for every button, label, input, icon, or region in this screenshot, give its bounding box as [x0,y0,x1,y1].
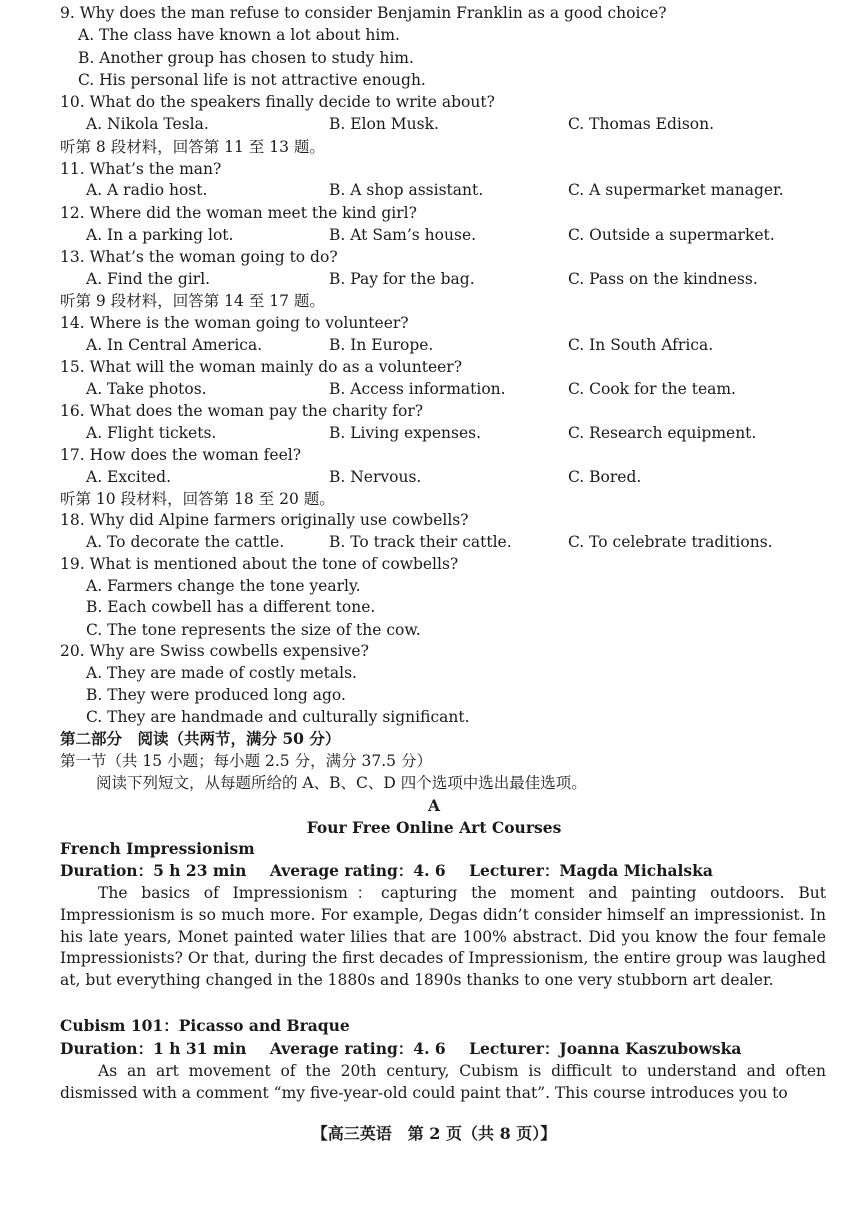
question-17-stem: 17. How does the woman feel? [60,446,302,464]
question-19-option-c: C. The tone represents the size of the cow. [86,621,421,639]
question-11-option-c: C. A supermarket manager. [568,181,784,199]
question-13-stem: 13. What’s the woman going to do? [60,248,338,266]
question-14-option-c: C. In South Africa. [568,336,714,354]
question-19-option-b: B. Each cowbell has a different tone. [86,598,376,616]
question-13-option-b: B. Pay for the bag. [329,270,475,288]
question-9-stem: 9. Why does the man refuse to consider Benjamin Franklin as a good choice? [60,4,667,22]
question-10-option-a: A. Nikola Tesla. [86,115,209,133]
question-17-option-c: C. Bored. [568,468,642,486]
question-15-option-a: A. Take photos. [86,380,207,398]
question-16-option-c: C. Research equipment. [568,424,757,442]
question-12-option-b: B. At Sam’s house. [329,226,477,244]
course-2-name: Cubism 101：Picasso and Braque [60,1016,350,1035]
question-20-option-c: C. They are handmade and culturally significant. [86,708,470,726]
passage-title: Four Free Online Art Courses [306,818,562,837]
part-two-title: 第二部分 阅读（共两节，满分 50 分） [60,729,341,748]
question-20-stem: 20. Why are Swiss cowbells expensive? [60,642,369,660]
question-16-stem: 16. What does the woman pay the charity for? [60,402,424,420]
course-1-duration: Duration：5 h 23 min [60,861,247,880]
question-11-stem: 11. What’s the man? [60,160,222,178]
question-10-stem: 10. What do the speakers finally decide to write about? [60,93,495,111]
question-17-option-a: A. Excited. [86,468,171,486]
reading-instruction: 阅读下列短文，从每题所给的 A、B、C、D 四个选项中选出最佳选项。 [96,774,587,792]
question-18-option-c: C. To celebrate traditions. [568,533,773,551]
course-1-name: French Impressionism [60,839,255,858]
question-9-option-a: A. The class have known a lot about him. [78,26,400,44]
course-2-description: As an art movement of the 20th century, Cubism is difficult to understand and often dismissed with a comment “my five-year-old could paint that”. This course introduces you to [60,1062,826,1102]
question-12-option-a: A. In a parking lot. [86,226,234,244]
question-18-stem: 18. Why did Alpine farmers originally use cowbells? [60,511,469,529]
question-12-option-c: C. Outside a supermarket. [568,226,775,244]
question-14-option-a: A. In Central America. [86,336,263,354]
question-13-option-c: C. Pass on the kindness. [568,270,758,288]
question-19-option-a: A. Farmers change the tone yearly. [86,577,361,595]
question-13-option-a: A. Find the girl. [86,270,211,288]
course-1-meta [60,861,731,881]
course-2-lecturer: Lecturer：Joanna Kaszubowska [469,1039,742,1058]
course-1-rating: Average rating：4. 6 [269,861,446,880]
question-10-option-b: B. Elon Musk. [329,115,439,133]
question-16-option-b: B. Living expenses. [329,424,482,442]
question-18-option-b: B. To track their cattle. [329,533,512,551]
course-2-rating: Average rating：4. 6 [269,1039,446,1058]
question-15-stem: 15. What will the woman mainly do as a volunteer? [60,358,463,376]
question-17-option-b: B. Nervous. [329,468,422,486]
page-footer: 【高三英语 第 2 页（共 8 页）】 [311,1124,557,1143]
question-11-option-b: B. A shop assistant. [329,181,484,199]
question-12-stem: 12. Where did the woman meet the kind girl? [60,204,417,222]
section-10-instruction: 听第 10 段材料，回答第 18 至 20 题。 [60,490,335,508]
section-9-instruction: 听第 9 段材料，回答第 14 至 17 题。 [60,292,325,310]
course-1-description: The basics of Impressionism：capturing the moment and painting outdoors. But Impressionism is so much more. For example, Degas didn’t consider himself an impressionist. In his late years, Monet painted water lilies that are 100% abstract. Did you know the four female Impressionists? Or that, during the first decades of Impressionism, the entire group was laughed at, but everything changed in the 1880s and 1890s thanks to one very stubborn art dealer. [60,884,826,990]
question-15-option-c: C. Cook for the team. [568,380,736,398]
course-2-meta [60,1039,759,1059]
course-1-lecturer: Lecturer：Magda Michalska [469,861,713,880]
question-11-option-a: A. A radio host. [86,181,208,199]
question-16-option-a: A. Flight tickets. [86,424,217,442]
question-20-option-a: A. They are made of costly metals. [86,664,357,682]
question-18-option-a: A. To decorate the cattle. [86,533,285,551]
question-9-option-c: C. His personal life is not attractive enough. [78,71,426,89]
question-14-stem: 14. Where is the woman going to volunteer? [60,314,409,332]
section-8-instruction: 听第 8 段材料，回答第 11 至 13 题。 [60,138,325,156]
section-one-title: 第一节（共 15 小题；每小题 2.5 分，满分 37.5 分） [60,752,432,770]
passage-letter: A [427,796,441,815]
question-19-stem: 19. What is mentioned about the tone of cowbells? [60,555,459,573]
question-10-option-c: C. Thomas Edison. [568,115,715,133]
question-9-option-b: B. Another group has chosen to study him. [78,49,414,67]
course-2-duration: Duration：1 h 31 min [60,1039,247,1058]
question-15-option-b: B. Access information. [329,380,506,398]
question-20-option-b: B. They were produced long ago. [86,686,346,704]
question-14-option-b: B. In Europe. [329,336,434,354]
